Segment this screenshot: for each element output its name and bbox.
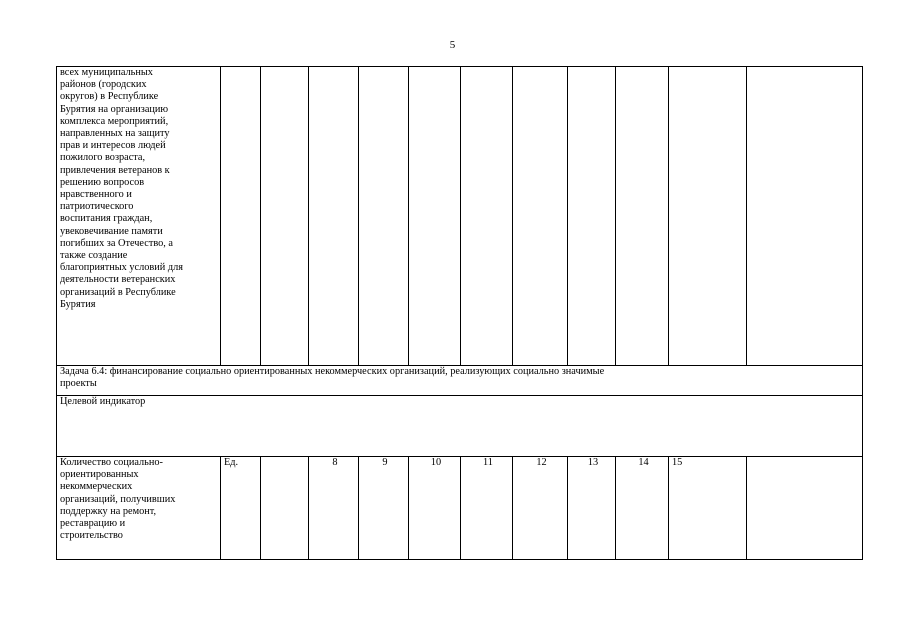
indicator-name-line: поддержку на ремонт, [60, 505, 157, 517]
description-line: деятельности ветеранских [60, 274, 176, 286]
value-cell: 10 [409, 457, 461, 560]
indicator-label: Целевой индикатор [60, 396, 146, 407]
description-line: привлечения ветеранов к [60, 164, 170, 176]
description-line: организаций в Республике [60, 286, 176, 298]
description-line: направленных на защиту [60, 128, 170, 140]
table-row [57, 396, 863, 457]
indicator-name-line: некоммерческих [60, 481, 133, 493]
value-cell: 9 [359, 457, 409, 560]
description-line: благоприятных условий для [60, 262, 183, 274]
indicator-name-line: организаций, получивших [60, 493, 176, 505]
description-line: увековечивание памяти [60, 225, 163, 237]
empty-cell [409, 67, 461, 366]
indicator-name-line: реставрацию и [60, 518, 126, 530]
value-cell: 14 [616, 457, 669, 560]
empty-cell [461, 67, 513, 366]
description-line: Бурятия на организацию [60, 103, 169, 115]
description-line: Бурятия [60, 298, 96, 310]
indicator-name-line: Количество социально- [60, 457, 163, 468]
value-cell: 13 [568, 457, 616, 560]
task-cell [57, 366, 863, 396]
description-line: нравственного и [60, 189, 132, 201]
table-row [57, 67, 863, 366]
table-row [57, 366, 863, 396]
description-line: районов (городских [60, 79, 147, 91]
description-line: воспитания граждан, [60, 213, 153, 225]
empty-cell [261, 67, 309, 366]
empty-cell [359, 67, 409, 366]
task-line: проекты [60, 378, 97, 390]
indicator-name-line: ориентированных [60, 469, 139, 481]
description-line: решению вопросов [60, 176, 145, 188]
description-line: всех муниципальных [60, 67, 153, 78]
indicator-cell [57, 396, 863, 457]
indicator-name-line: строительство [60, 530, 123, 542]
description-line: округов) в Республике [60, 91, 159, 103]
value-cell: 15 [669, 457, 747, 560]
value-cell: 12 [513, 457, 568, 560]
table-row [57, 457, 863, 560]
empty-cell [221, 67, 261, 366]
description-line: пожилого возраста, [60, 152, 146, 164]
unit-cell: Ед. [221, 457, 261, 560]
empty-cell [669, 67, 747, 366]
page-number: 5 [449, 39, 456, 51]
empty-cell [513, 67, 568, 366]
description-line: комплекса мероприятий, [60, 115, 169, 127]
document-table [56, 66, 863, 560]
empty-cell [747, 457, 863, 560]
task-line: Задача 6.4: финансирование социально ориентированных некоммерческих организаций, реализующих социально значимые [60, 366, 605, 377]
empty-cell [747, 67, 863, 366]
empty-cell [261, 457, 309, 560]
value-cell: 11 [461, 457, 513, 560]
value-cell: 8 [309, 457, 359, 560]
description-line: также создание [60, 250, 128, 262]
indicator-name-cell [57, 457, 221, 560]
description-line: патриотического [60, 201, 134, 213]
empty-cell [616, 67, 669, 366]
description-line: погибших за Отечество, а [60, 237, 173, 249]
empty-cell [309, 67, 359, 366]
empty-cell [568, 67, 616, 366]
description-line: прав и интересов людей [60, 140, 166, 152]
description-cell [57, 67, 221, 366]
